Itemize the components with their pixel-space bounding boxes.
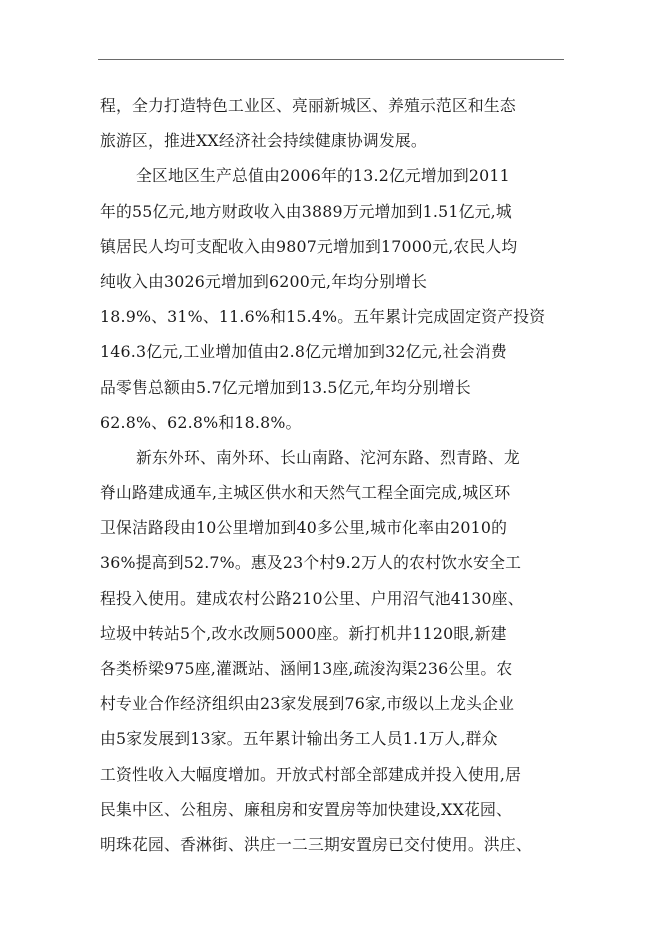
text-line: 旅游区，推进XX经济社会持续健康协调发展。 — [100, 131, 427, 151]
text-line: 垃圾中转站5个,改水改厕5000座。新打机井1120眼,新建 — [100, 623, 507, 643]
text-line: 62.8%、62.8%和18.8%。 — [100, 412, 302, 432]
text-line: 各类桥梁975座,灌溉站、涵闸13座,疏浚沟渠236公里。农 — [100, 659, 513, 678]
paragraph-first-line: 新东外环、南外环、长山南路、沱河东路、烈青路、龙 — [136, 447, 520, 467]
text-line: 年的55亿元,地方财政收入由3889万元增加到1.51亿元,城 — [100, 201, 512, 221]
document-body — [100, 88, 566, 862]
text-line: 卫保洁路段由10公里增加到40多公里,城市化率由2010的 — [100, 518, 508, 538]
text-line: 工资性收入大幅度增加。开放式村部全部建成并投入使用,居 — [100, 764, 522, 784]
text-line: 由5家发展到13家。五年累计输出务工人员1.1万人,群众 — [100, 729, 498, 749]
paragraph-first-line: 全区地区生产总值由2006年的13.2亿元增加到2011 — [136, 166, 510, 186]
text-line: 程，全力打造特色工业区、亮丽新城区、养殖示范区和生态 — [100, 96, 516, 115]
text-line: 程投入使用。建成农村公路210公里、户用沼气池4130座、 — [100, 588, 524, 608]
text-line: 明珠花园、香淋街、洪庄一二三期安置房已交付使用。洪庄、 — [100, 834, 532, 854]
text-line: 品零售总额由5.7亿元增加到13.5亿元,年均分别增长 — [100, 377, 471, 397]
text-line: 146.3亿元,工业增加值由2.8亿元增加到32亿元,社会消费 — [100, 342, 507, 362]
text-line: 36%提高到52.7%。惠及23个村9.2万人的农村饮水安全工 — [100, 553, 522, 573]
text-line: 18.9%、31%、11.6%和15.4%。五年累计完成固定资产投资 — [100, 307, 546, 327]
header-rule — [98, 59, 564, 60]
text-line: 村专业合作经济组织由23家发展到76家,市级以上龙头企业 — [100, 694, 515, 714]
text-line: 民集中区、公租房、廉租房和安置房等加快建设,XX花园、 — [100, 799, 513, 819]
text-line: 纯收入由3026元增加到6200元,年均分别增长 — [100, 271, 428, 291]
text-line: 镇居民人均可支配收入由9807元增加到17000元,农民人均 — [100, 236, 518, 256]
text-line: 脊山路建成通车,主城区供水和天然气工程全面完成,城区环 — [100, 483, 511, 503]
